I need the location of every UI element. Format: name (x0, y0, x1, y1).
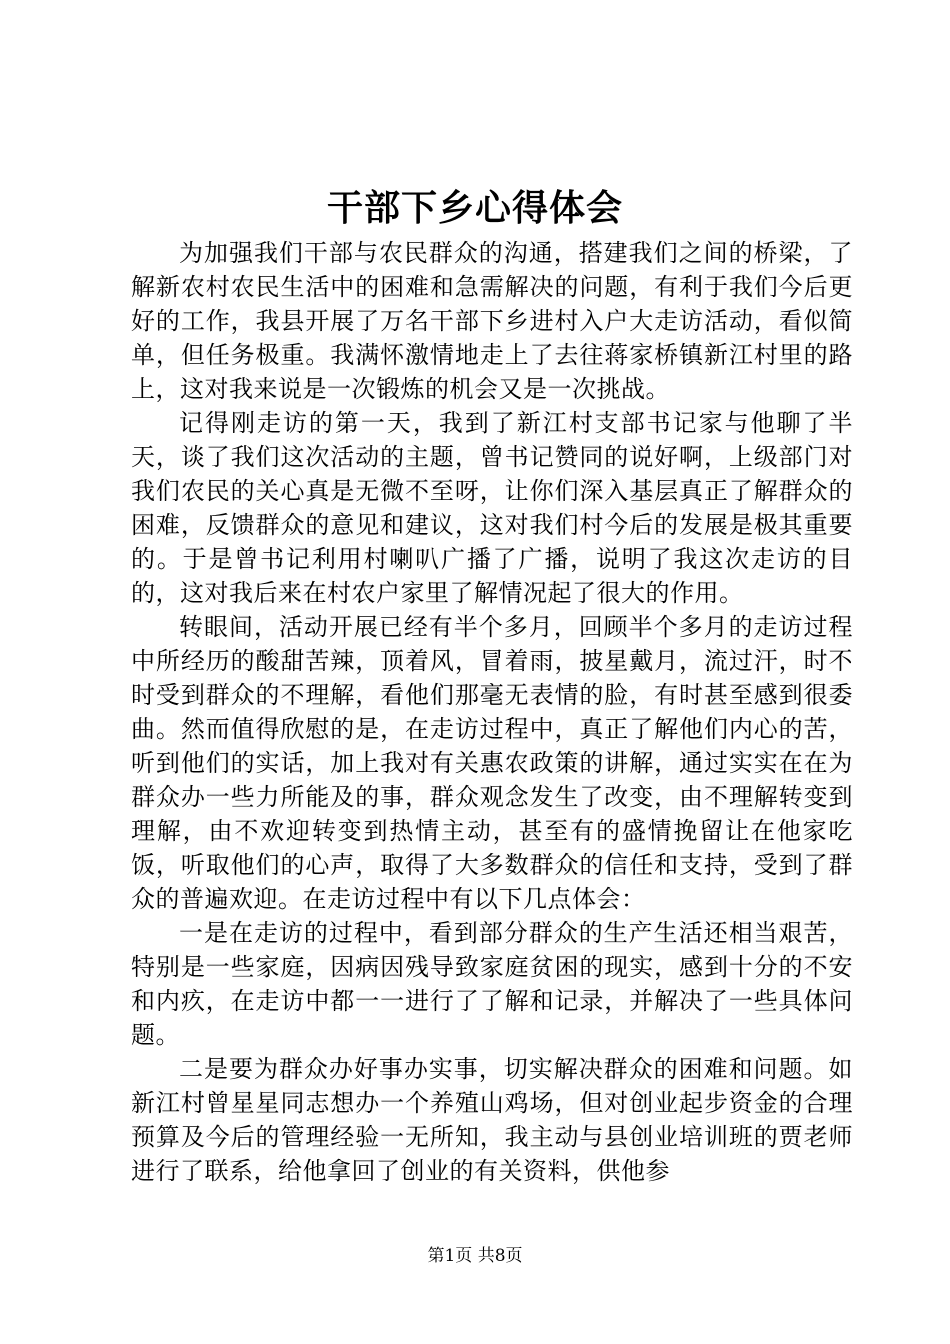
paragraph: 转眼间，活动开展已经有半个多月，回顾半个多月的走访过程中所经历的酸甜苦辣，顶着风，冒着雨，披星戴月，流过汗，时不时受到群众的不理解，看他们那毫无表情的脸，有时甚至感到很委曲。然而值得欣慰的是，在走访过程中，真正了解他们内心的苦，听到他们的实话，加上我对有关惠农政策的讲解，通过实实在在为群众办一些力所能及的事，群众观念发生了改变，由不理解转变到理解，由不欢迎转变到热情主动，甚至有的盛情挽留让在他家吃饭，听取他们的心声，取得了大多数群众的信任和支持，受到了群众的普遍欢迎。在走访过程中有以下几点体会： (131, 613, 853, 913)
paragraph: 记得刚走访的第一天，我到了新江村支部书记家与他聊了半天，谈了我们这次活动的主题，曾书记赞同的说好啊，上级部门对我们农民的关心真是无微不至呀，让你们深入基层真正了解群众的困难，反馈群众的意见和建议，这对我们村今后的发展是极其重要的。于是曾书记利用村喇叭广播了广播，说明了我这次走访的目的，这对我后来在村农户家里了解情况起了很大的作用。 (131, 409, 853, 607)
document-title: 干部下乡心得体会 (326, 187, 623, 229)
paragraph: 二是要为群众办好事办实事，切实解决群众的困难和问题。如新江村曾星星同志想办一个养殖山鸡场，但对创业起步资金的合理预算及今后的管理经验一无所知，我主动与县创业培训班的贾老师进行了联系，给他拿回了创业的有关资料，供他参 (131, 1055, 853, 1185)
page-number-footer: 第1页 共8页 (427, 1246, 523, 1266)
paragraph: 为加强我们干部与农民群众的沟通，搭建我们之间的桥梁，了解新农村农民生活中的困难和急需解决的问题，有利于我们今后更好的工作，我县开展了万名干部下乡进村入户大走访活动，看似简单，但任务极重。我满怀激情地走上了去往蒋家桥镇新江村里的路上，这对我来说是一次锻炼的机会又是一次挑战。 (131, 239, 853, 403)
paragraph: 一是在走访的过程中，看到部分群众的生产生活还相当艰苦，特别是一些家庭，因病因残导致家庭贫困的现实，感到十分的不安和内疚，在走访中都一一进行了了解和记录，并解决了一些具体问题。 (131, 919, 853, 1049)
document-body (131, 236, 853, 1188)
